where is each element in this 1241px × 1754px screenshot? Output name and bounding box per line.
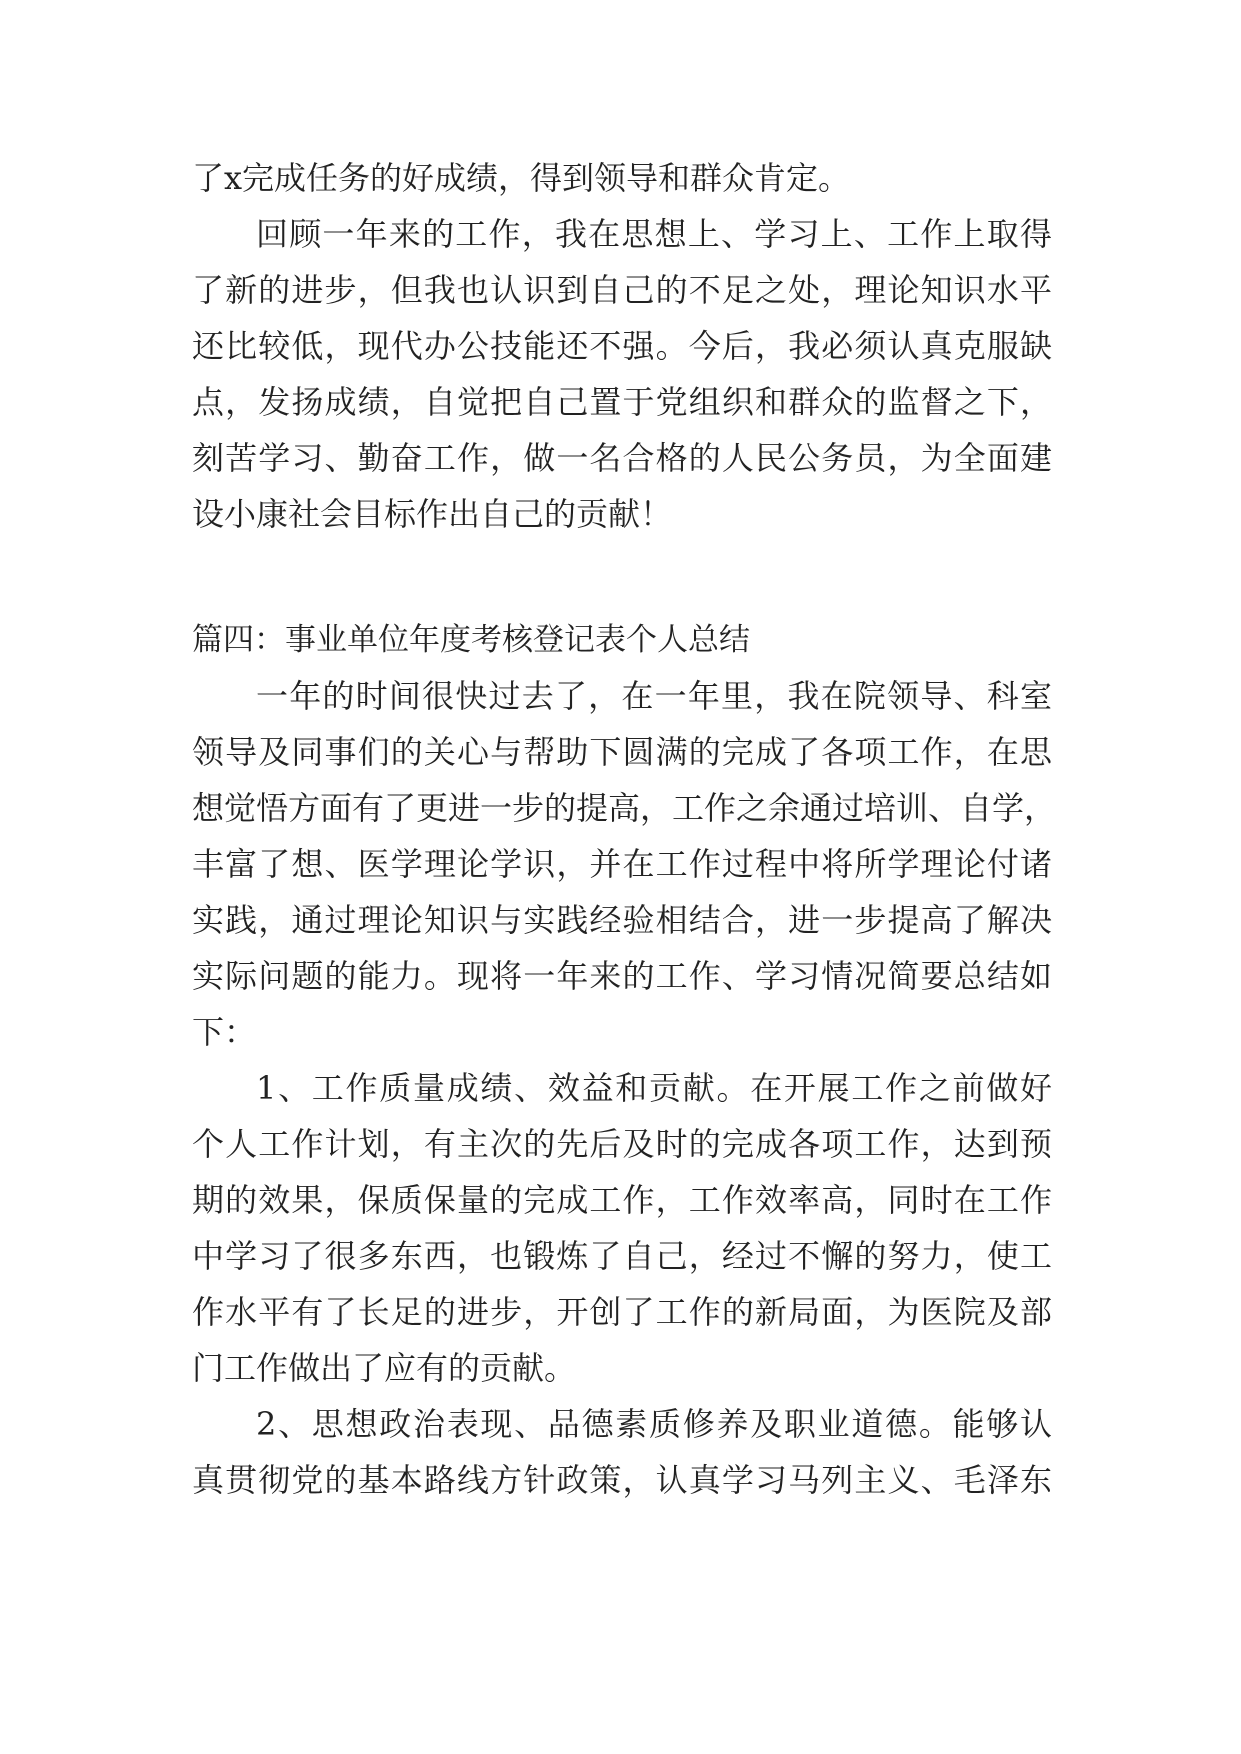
- item-2-line-1: 2、思想政治表现、品德素质修养及职业道德。能够认: [256, 1405, 1052, 1443]
- item-2-line-2: 真贯彻党的基本路线方针政策，认真学习马列主义、毛泽东: [192, 1461, 1052, 1499]
- intro-paragraph-line-3: 想觉悟方面有了更进一步的提高，工作之余通过培训、自学，: [192, 789, 1057, 827]
- item-1-line-3: 期的效果，保质保量的完成工作，工作效率高，同时在工作: [192, 1181, 1052, 1219]
- review-paragraph-line-3: 还比较低，现代办公技能还不强。今后，我必须认真克服缺: [192, 327, 1052, 365]
- paragraph-continuation-line: 了x完成任务的好成绩，得到领导和群众肯定。: [192, 159, 851, 197]
- intro-paragraph-line-2: 领导及同事们的关心与帮助下圆满的完成了各项工作，在思: [192, 733, 1052, 771]
- intro-paragraph-line-5: 实践，通过理论知识与实践经验相结合，进一步提高了解决: [192, 901, 1052, 939]
- intro-paragraph-line-4: 丰富了想、医学理论学识，并在工作过程中将所学理论付诸: [192, 845, 1052, 883]
- review-paragraph-line-6: 设小康社会目标作出自己的贡献！: [192, 495, 673, 533]
- section-heading: 篇四：事业单位年度考核登记表个人总结: [192, 622, 750, 658]
- review-paragraph-line-4: 点，发扬成绩，自觉把自己置于党组织和群众的监督之下，: [192, 383, 1052, 421]
- item-1-line-1: 1、工作质量成绩、效益和贡献。在开展工作之前做好: [256, 1069, 1052, 1107]
- review-paragraph-line-2: 了新的进步，但我也认识到自己的不足之处，理论知识水平: [192, 271, 1052, 309]
- review-paragraph-line-5: 刻苦学习、勤奋工作，做一名合格的人民公务员，为全面建: [192, 439, 1052, 477]
- intro-paragraph-line-6: 实际问题的能力。现将一年来的工作、学习情况简要总结如: [192, 957, 1052, 995]
- review-paragraph-line-1: 回顾一年来的工作，我在思想上、学习上、工作上取得: [256, 215, 1052, 253]
- item-1-line-5: 作水平有了长足的进步，开创了工作的新局面，为医院及部: [192, 1293, 1052, 1331]
- intro-paragraph-line-1: 一年的时间很快过去了，在一年里，我在院领导、科室: [256, 677, 1052, 715]
- item-1-line-4: 中学习了很多东西，也锻炼了自己，经过不懈的努力，使工: [192, 1237, 1052, 1275]
- item-1-line-6: 门工作做出了应有的贡献。: [192, 1349, 577, 1387]
- intro-paragraph-line-7: 下：: [192, 1013, 257, 1051]
- item-1-line-2: 个人工作计划，有主次的先后及时的完成各项工作，达到预: [192, 1125, 1052, 1163]
